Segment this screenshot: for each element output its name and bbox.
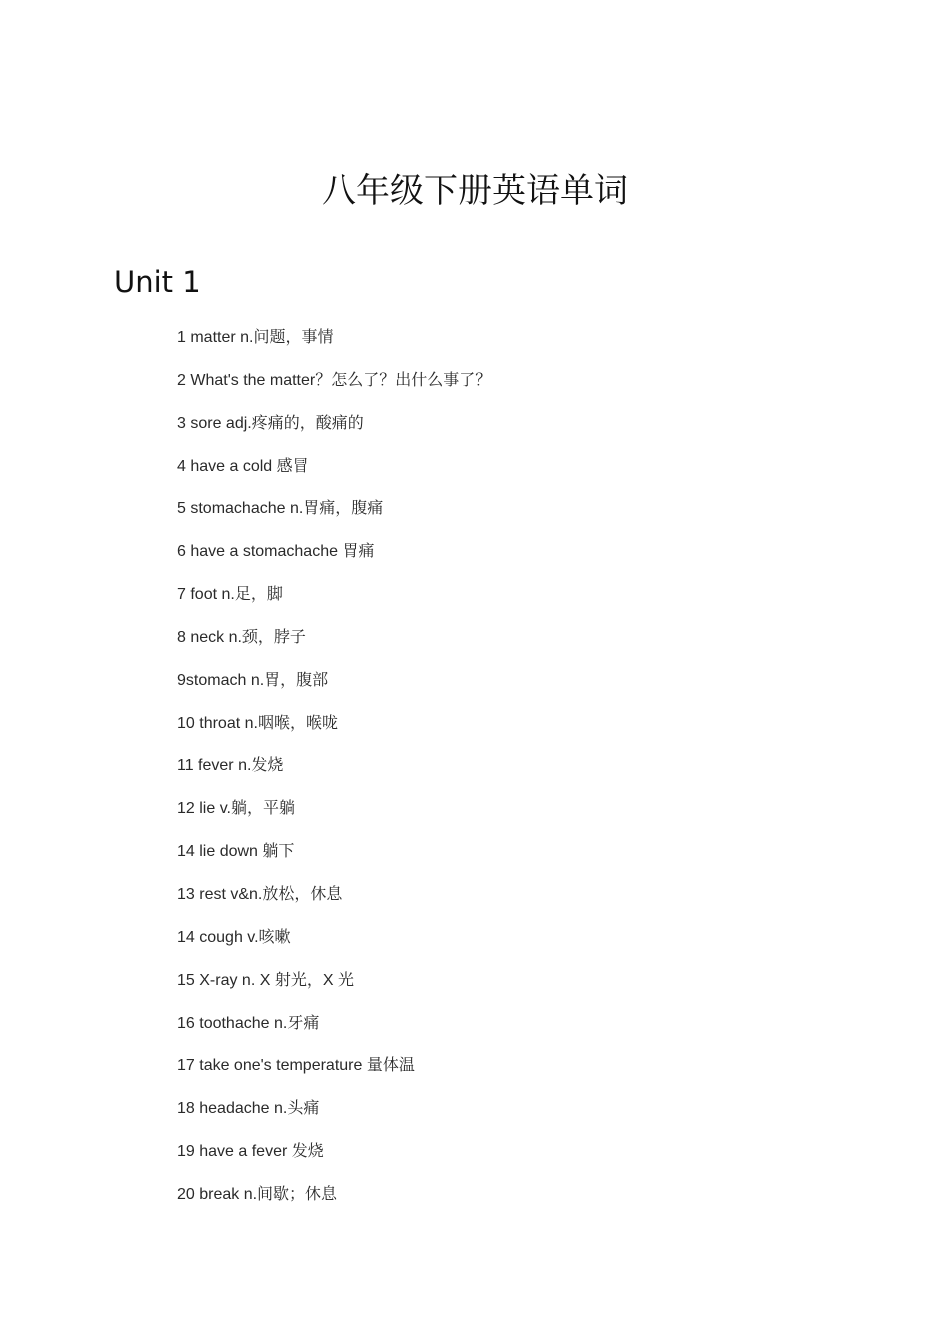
vocabulary-list xyxy=(177,322,491,1222)
vocab-item: 20 break n.间歇；休息 xyxy=(177,1185,338,1203)
vocab-item: 7 foot n.足，脚 xyxy=(177,586,283,604)
vocab-item: 4 have a cold 感冒 xyxy=(177,457,309,475)
document-title: 八年级下册英语单词 xyxy=(322,171,628,211)
vocab-item: 14 cough v.咳嗽 xyxy=(177,928,291,946)
vocab-item: 18 headache n.头痛 xyxy=(177,1100,320,1118)
vocab-item: 17 take one's temperature 量体温 xyxy=(177,1057,415,1075)
vocab-item: 5 stomachache n.胃痛，腹痛 xyxy=(177,500,384,518)
vocab-item: 19 have a fever 发烧 xyxy=(177,1143,324,1161)
vocab-item: 14 lie down 躺下 xyxy=(177,843,295,861)
vocab-item: 10 throat n.咽喉，喉咙 xyxy=(177,714,338,732)
vocab-item: 9stomach n.胃，腹部 xyxy=(177,671,329,689)
unit-heading: Unit 1 xyxy=(114,265,201,299)
vocab-item: 12 lie v.躺，平躺 xyxy=(177,800,295,818)
vocab-item: 3 sore adj.疼痛的，酸痛的 xyxy=(177,414,364,432)
vocab-item: 2 What's the matter？怎么了？出什么事了？ xyxy=(177,371,492,389)
vocab-item: 1 matter n.问题，事情 xyxy=(177,329,334,346)
vocab-item: 6 have a stomachache 胃痛 xyxy=(177,543,375,561)
vocab-item: 16 toothache n.牙痛 xyxy=(177,1014,320,1032)
vocab-item: 13 rest v&n.放松，休息 xyxy=(177,885,343,903)
vocab-item: 8 neck n.颈，脖子 xyxy=(177,628,306,646)
vocab-item: 11 fever n.发烧 xyxy=(177,757,284,775)
vocab-item: 15 X-ray n. X 射光，X 光 xyxy=(177,971,354,989)
